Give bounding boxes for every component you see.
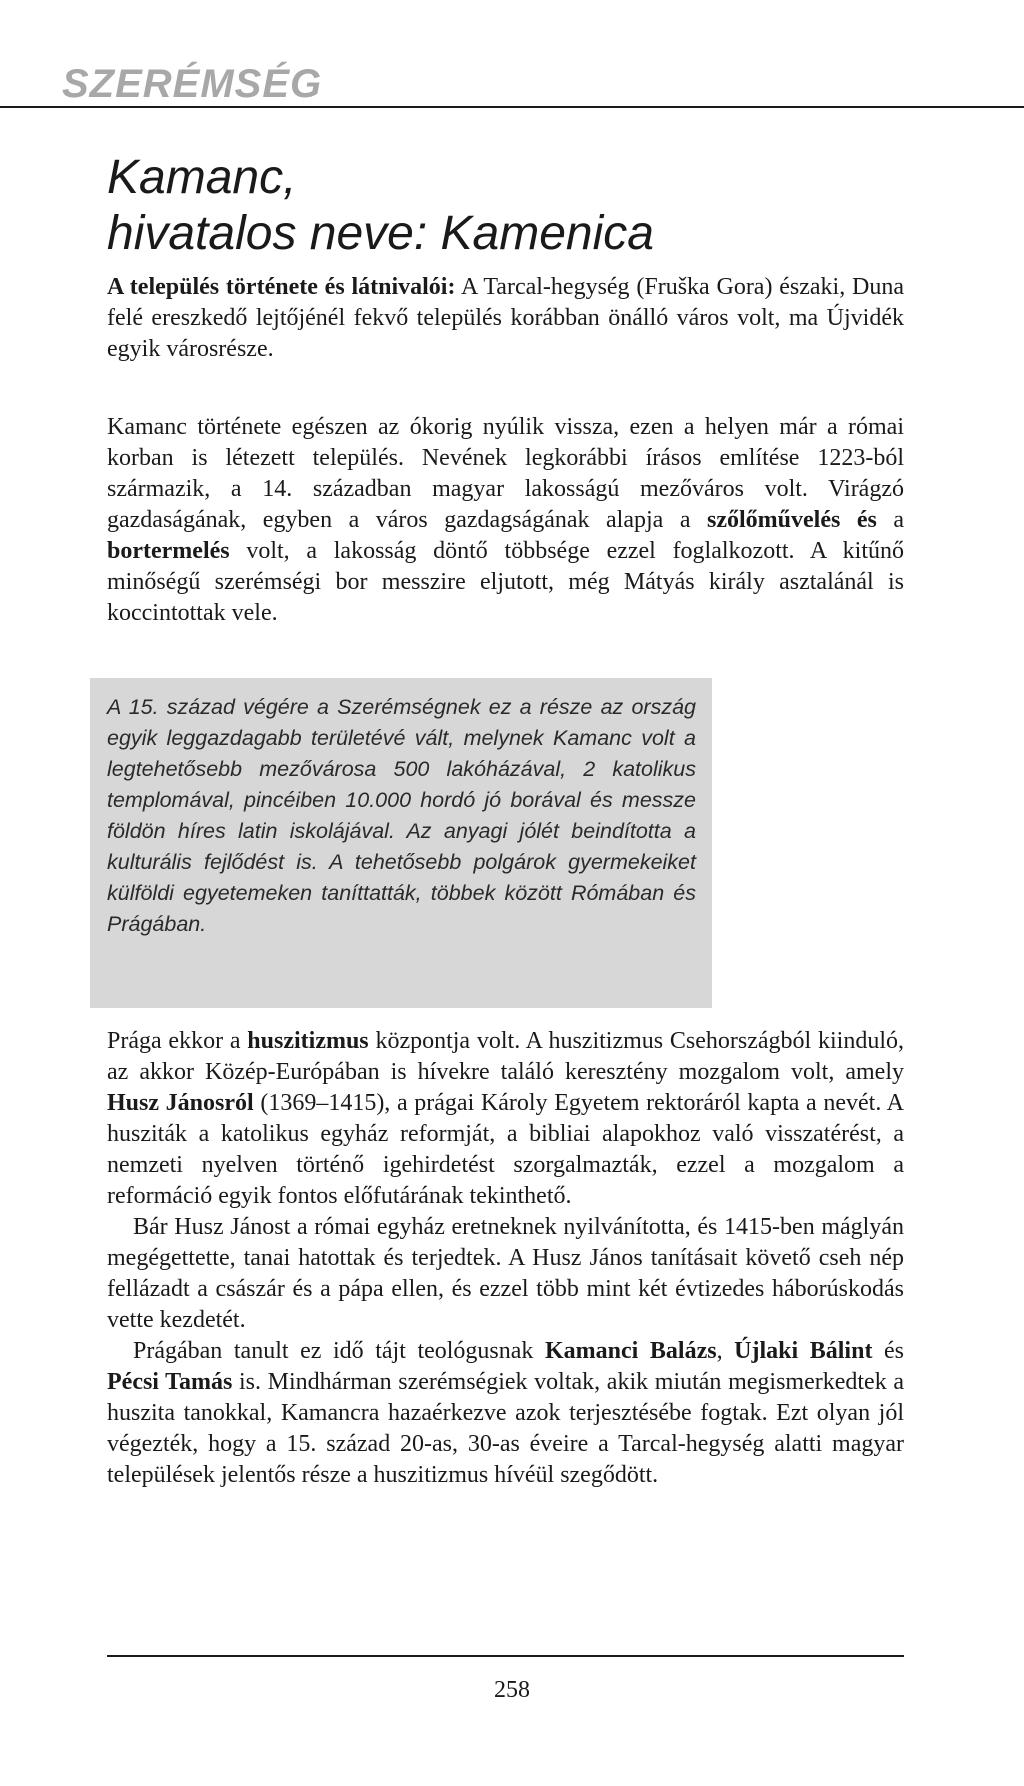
page-title <box>107 150 927 262</box>
name-pecsi-tamas: Pécsi Tamás <box>107 1369 233 1395</box>
hussite-text-3c: , <box>716 1338 735 1364</box>
hussite-section <box>107 1026 904 1491</box>
hussite-text-1c: központja volt. A huszitizmus Csehországból kiinduló, az akkor Közép-Európában is hívekre találó keresztény mozgalom volt, amely <box>107 1028 904 1085</box>
title-line-2: hivatalos neve: Kamenica <box>107 207 654 260</box>
hussite-text-3g: is. Mindhárman szerémségiek voltak, akik miután megismerkedtek a huszita tanokkal, Kamancra hazaérkezve azok terjesztésébe fogtak. Ezt olyan jól végezték, hogy a 15. század 20-as, 30-as éveire a Tarcal-hegység alatti magyar települések jelentős része a huszitizmus hívéül szegődött. <box>107 1369 904 1488</box>
history-bold-winemaking: bortermelés <box>107 538 230 564</box>
intro-paragraph <box>107 272 904 365</box>
page-number: 258 <box>494 1677 530 1703</box>
callout-text: A 15. század végére a Szerémségnek ez a része az ország egyik leggazdagabb területévé vált, melynek Kamanc volt a legtehetősebb mezővárosa 500 lakóházával, 2 katolikus templomával, pincéiben 10.000 hordó jó borával és messze földön híres latin iskolájával. Az anyagi jólét beindította a kulturális fejlődést is. A tehetősebb polgárok gyermekeiket külföldi egyetemeken taníttatták, többek között Rómában és Prágában. <box>107 695 696 936</box>
running-head: SZERÉMSÉG <box>62 62 323 106</box>
history-bold-viticulture: szőlőművelés és <box>707 507 877 533</box>
hussite-bold-term: huszitizmus <box>247 1028 369 1054</box>
name-ujlaki-balint: Újlaki Bálint <box>734 1338 873 1364</box>
hussite-bold-name: Husz Jánosról <box>107 1090 254 1116</box>
name-kamanci-balazs: Kamanci Balázs <box>545 1338 717 1364</box>
hussite-text-3e: és <box>872 1338 905 1364</box>
history-text-1: Kamanc története egészen az ókorig nyúlik vissza, ezen a helyen már a római korban is létezett település. Nevének legkorábbi írásos említése 1223-ból származik, a 14. században magyar lakosságú mezőváros volt. Virágzó gazdaságának, egyben a város gazdagságának alapja a <box>107 414 904 533</box>
history-text-2: a <box>876 507 904 533</box>
history-text-3: volt, a lakosság döntő többsége ezzel foglalkozott. A kitűnő minőségű szerémségi bor messzire eljutott, még Mátyás király asztalánál is koccintottak vele. <box>107 538 904 626</box>
hussite-paragraph-2: Bár Husz Jánost a római egyház eretneknek nyilvánította, és 1415-ben máglyán megégettette, tanai hatottak és terjedtek. A Husz János tanításait követő cseh nép fellázadt a császár és a pápa ellen, és ezzel több mint két évtizedes háborúskodás vette kezdetét. <box>107 1214 904 1333</box>
callout-box <box>90 678 712 1008</box>
hussite-paragraph-3 <box>107 1336 904 1491</box>
title-line-1: Kamanc, <box>107 151 297 204</box>
history-paragraph <box>107 412 904 629</box>
footer-rule <box>107 1655 904 1657</box>
hussite-text-1e: (1369–1415), a prágai Károly Egyetem rektoráról kapta a nevét. A husziták a katolikus egyház reformját, a bibliai alapokhoz való visszatérést, a nemzeti nyelven történő igehirdetést szorgalmazták, ezzel a mozgalom a reformáció egyik fontos előfutárának tekinthető. <box>107 1090 904 1209</box>
header-rule <box>0 106 1024 108</box>
hussite-paragraph-1 <box>107 1026 904 1212</box>
intro-text: A Tarcal-hegység (Fruška Gora) északi, Duna felé ereszkedő lejtőjénél fekvő település korábban önálló város volt, ma Újvidék egyik városrésze. <box>107 274 904 362</box>
hussite-text-1a: Prága ekkor a <box>107 1028 248 1054</box>
intro-label: A település története és látnivalói: <box>107 274 456 300</box>
hussite-text-3a: Prágában tanult ez idő tájt teológusnak <box>133 1338 546 1364</box>
